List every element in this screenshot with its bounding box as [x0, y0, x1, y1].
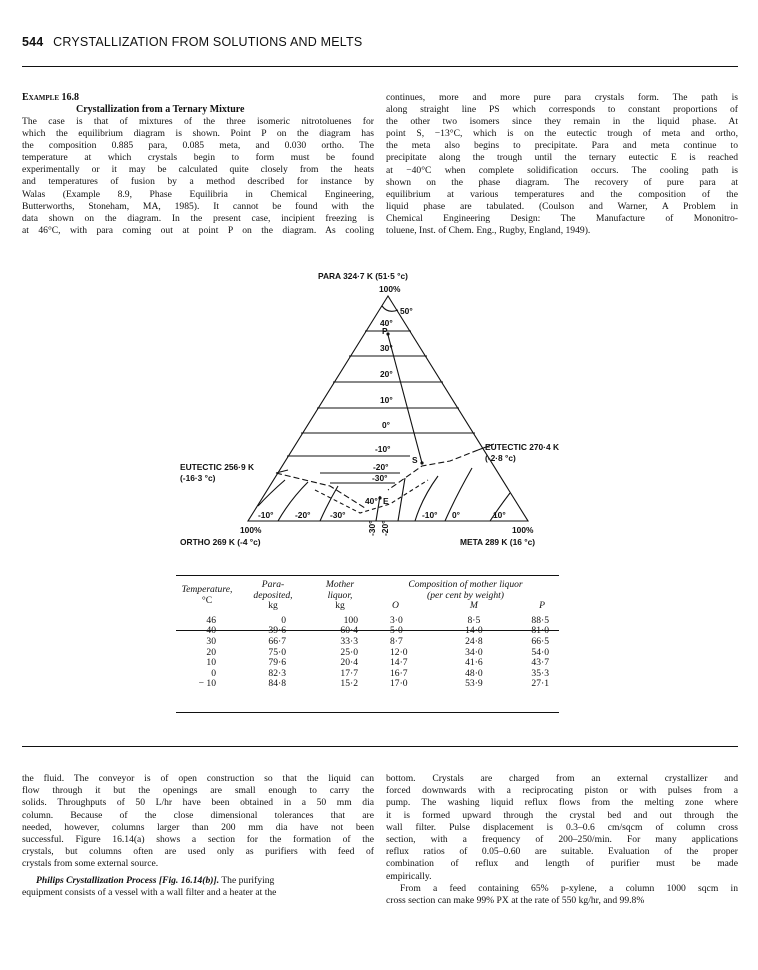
table-cell: 33·3: [340, 635, 358, 647]
philips-paragraph: [22, 875, 374, 899]
table-cell: 8·5: [467, 614, 481, 626]
table-row: [176, 626, 559, 637]
text-line: section, with a frequency of 200–250/min. For many applications: [386, 834, 738, 846]
text-line: bottom. Crystals are charged from an external crystallizer and: [386, 773, 738, 784]
table-cell: 54·0: [531, 646, 549, 658]
header-mother: [308, 580, 372, 612]
page-number: 544: [22, 35, 44, 49]
philips-line1: The purifying: [219, 874, 275, 886]
meta-corner-label: META 289 K (16 °c): [460, 537, 536, 547]
text-line: crystals, but columns often are used only as purifiers with feed of: [22, 846, 374, 858]
meta-side-vertical: [398, 478, 405, 521]
text-line: wall filter. Pulse displacement is 0.3–0.6 cm/sqcm of column cross: [386, 821, 738, 833]
cooling-path-ps: [388, 335, 422, 463]
ternary-phase-diagram: [160, 268, 600, 558]
text-line: precipitate along the trough until the ternary eutectic E is reached: [386, 152, 738, 164]
table-row: [176, 658, 559, 669]
header-p: P: [539, 600, 545, 612]
table-cell: 8·7: [390, 635, 403, 647]
corner-label-ortho-m10: -10°: [258, 510, 274, 520]
table-cell: 17·7: [340, 667, 358, 679]
vertical-mark-m30: -30°: [367, 520, 377, 536]
table-cell: 60·4: [340, 625, 358, 637]
header-o: O: [392, 600, 399, 612]
table-cell: 43·7: [531, 657, 549, 669]
text-line: data shown on the diagram. In the present case, incipient freezing is: [22, 212, 374, 224]
isotherm-label-0: 0°: [382, 420, 391, 430]
text-line: forced downwards with a reciprocating piston or with pulses from a: [386, 785, 738, 797]
header-rule: [22, 66, 738, 67]
ortho-corner-label: ORTHO 269 K (-4 °c): [180, 537, 261, 547]
text-line: at −40°C when complete solidification occurs. The cooling path is: [386, 164, 738, 176]
isotherm-label-20: 20°: [380, 369, 393, 379]
table-row: [176, 612, 559, 627]
text-line: equilibrium at various temperatures and the composition of the: [386, 188, 738, 200]
body-right-column: [386, 773, 738, 907]
point-p-label: P: [382, 326, 388, 336]
isotherm-label-40-inner: 40°: [365, 496, 378, 506]
section-rule: [22, 746, 738, 747]
left-eutectic-line1: EUTECTIC 256·9 K: [180, 462, 254, 472]
right-pct-label: 100%: [512, 525, 534, 535]
body-left-column: [22, 773, 374, 899]
table-row: [176, 637, 559, 648]
left-eutectic-leader: [276, 470, 288, 473]
right-eutectic-line1: EUTECTIC 270·4 K: [485, 442, 559, 452]
vertical-mark-m20: -20°: [380, 520, 390, 536]
example-right-text: [386, 92, 738, 237]
corner-label-meta-0: 0°: [452, 510, 461, 520]
example-left-column: [22, 92, 374, 237]
header-composition: Composition of mother liquor: [408, 579, 523, 590]
table-cell: 25·0: [340, 646, 358, 658]
header-mother-line2: liquor,: [327, 589, 353, 601]
text-line: column. Because of the close dimensional tolerances that are: [22, 809, 374, 821]
header-temperature-line1: Temperature,: [181, 584, 233, 596]
table-cell: 100: [343, 614, 358, 626]
header-para-line2: deposited,: [253, 589, 293, 601]
header-composition-sub: (per cent by weight): [427, 589, 504, 601]
philips-heading: Philips Crystallization Process [Fig. 16.14(b)].: [36, 874, 220, 886]
table-header-rule: [176, 630, 559, 631]
table-cell: 30: [206, 635, 216, 647]
text-line: shown on the phase diagram. The recovery of pure para at: [386, 176, 738, 188]
diagram-top-pct: 100%: [379, 284, 401, 294]
table-cell: 40: [206, 625, 216, 637]
table-cell: 35·3: [531, 667, 549, 679]
table-cell: 20: [206, 646, 216, 658]
table-cell: 0: [281, 614, 286, 626]
text-line: empirically.: [386, 870, 432, 882]
table-cell: 16·7: [390, 667, 408, 679]
text-line: temperature at which crystals begin to form must be found: [22, 152, 374, 164]
text-line: The case is that of mixtures of the three isomeric nitrotoluenes for: [22, 116, 374, 127]
table-cell: 14·7: [390, 657, 408, 669]
point-s-label: S: [412, 455, 418, 465]
isotherm-label-m20: -20°: [373, 462, 389, 472]
corner-label-meta-m10: -10°: [422, 510, 438, 520]
corner-label-meta-10: 10°: [493, 510, 506, 520]
example-left-text: [22, 116, 374, 237]
table-cell: 75·0: [268, 646, 286, 658]
table-cell: 48·0: [465, 667, 483, 679]
recovery-table: [176, 575, 559, 690]
text-line: the composition 0.885 para, 0.085 meta, and 0.030 ortho. The: [22, 140, 374, 152]
header-mother-line3: kg: [335, 600, 345, 612]
point-s-marker: [420, 461, 423, 464]
text-line: the meta also begins to precipitate. Para and meta continue to: [386, 140, 738, 152]
table-cell: 17·0: [390, 678, 408, 690]
table-cell: 84·8: [268, 678, 286, 690]
text-line: continues, more and more pure para crystals form. The path is: [386, 92, 738, 103]
text-line: and temperatures of fusion by a method described for instance by: [22, 176, 374, 188]
point-e-label: E: [383, 496, 389, 506]
point-e-marker: [378, 496, 381, 499]
table-cell: 10: [206, 657, 216, 669]
table-cell: 39·6: [268, 625, 286, 637]
text-line: Walas (Example 8.9, Phase Equilibria in Chemical Engineering,: [22, 188, 374, 200]
example-right-column: [386, 92, 738, 237]
example-title: Crystallization from a Ternary Mixture: [76, 104, 245, 115]
text-line: the fluid. The conveyor is of open construction so that the liquid can: [22, 773, 374, 784]
corner-label-ortho-m20: -20°: [295, 510, 311, 520]
header-m: M: [469, 600, 478, 612]
isotherm-label-50: 50°: [400, 306, 413, 316]
text-line: Butterworths, Stoneham, MA, 1985). It cannot be found with the: [22, 200, 374, 212]
table-cell: 41·6: [465, 657, 483, 669]
table-cell: 27·1: [531, 678, 549, 690]
table-cell: 82·3: [268, 667, 286, 679]
running-header: [22, 35, 362, 49]
text-line: needed, however, columns larger than 200 mm dia have not been: [22, 821, 374, 833]
header-para: [238, 580, 308, 612]
table-cell: 15·2: [340, 678, 358, 690]
table-cell: 53·9: [465, 678, 483, 690]
diagram-top-label: PARA 324·7 K (51·5 °c): [318, 271, 408, 281]
header-mother-line1: Mother: [325, 579, 355, 590]
corner-label-ortho-m30: -30°: [330, 510, 346, 520]
right-eutectic-line2: (-2·8 °c): [485, 453, 516, 463]
text-line: experimentally or it may be calculated quite closely from the heats: [22, 164, 374, 176]
body-right-text: [386, 773, 738, 907]
text-line: reflux ratios of 0.05–0.60 are suitable. Evaluation of the proper: [386, 846, 738, 858]
isotherm-label-30: 30°: [380, 343, 393, 353]
table-cell: 5·0: [390, 625, 403, 637]
header-temperature-line2: °C: [201, 594, 213, 606]
example-label: Example 16.8: [22, 92, 80, 103]
text-line: point S, −13°C, which is on the eutectic trough of meta and ortho,: [386, 128, 738, 140]
body-left-text: [22, 773, 374, 871]
text-line: along straight line PS which corresponds to constant proportions of: [386, 104, 738, 116]
text-line: cross section can make 99% PX at the rate of 550 kg/hr, and 99.8%: [386, 895, 645, 907]
table-row: [176, 648, 559, 659]
isotherm-label-m30: -30°: [372, 473, 388, 483]
table-cell: − 10: [198, 678, 216, 690]
text-line: Chemical Engineering Design: The Manufacture of Mononitro-: [386, 212, 738, 224]
table-cell: 3·0: [390, 614, 403, 626]
table-row: [176, 669, 559, 680]
text-line: at 46°C, with para coming out at point P on the diagram. As cooling: [22, 224, 374, 236]
text-line: pump. The washing liquid reflux flows from the melting zone where: [386, 797, 738, 809]
isotherm-label-10: 10°: [380, 395, 393, 405]
table-cell: 14·0: [465, 625, 483, 637]
table-bottom-rule: [176, 712, 559, 713]
table-cell: 20·4: [340, 657, 358, 669]
table-cell: 88·5: [531, 614, 549, 626]
table-cell: 0: [211, 667, 216, 679]
isotherm-label-40: 40°: [380, 318, 393, 328]
text-line: it is formed upward through the crystal bed and out through the: [386, 809, 738, 821]
isotherm-label-m10: -10°: [375, 444, 391, 454]
header-temperature: [176, 580, 238, 612]
text-line: flow through it but the openings are small enough to carry the: [22, 785, 374, 797]
text-line: From a feed containing 65% p-xylene, a column 1000 sqcm in: [400, 882, 738, 894]
philips-line2: equipment consists of a vessel with a wall filter and a heater at the: [22, 886, 277, 898]
header-para-line3: kg: [268, 600, 278, 612]
text-line: toluene, Inst. of Chem. Eng., Rugby, England, 1949).: [386, 225, 591, 237]
text-line: which the equilibrium diagram is shown. Point P on the diagram has: [22, 128, 374, 140]
table-top-rule: [176, 575, 559, 576]
table-cell: 24·8: [465, 635, 483, 647]
table-cell: 81·0: [531, 625, 549, 637]
text-line: crystals from some external source.: [22, 858, 159, 870]
text-line: combination of reflux and length of purifier must be made: [386, 858, 738, 870]
left-pct-label: 100%: [240, 525, 262, 535]
table-cell: 66·5: [531, 635, 549, 647]
table-cell: 79·6: [268, 657, 286, 669]
table-cell: 34·0: [465, 646, 483, 658]
text-line: liquid phase are tabulated. (Coulson and Warner, A Problem in: [386, 200, 738, 212]
table-cell: 46: [206, 614, 216, 626]
text-line: successful. Figure 16.14(a) shows a section for the formation of the: [22, 834, 374, 846]
left-eutectic-line2: (-16·3 °c): [180, 473, 216, 483]
table-row: [176, 679, 559, 690]
running-title: CRYSTALLIZATION FROM SOLUTIONS AND MELTS: [53, 35, 363, 49]
text-line: the other two isomers since they remain in the liquid phase. At: [386, 116, 738, 128]
table-cell: 66·7: [268, 635, 286, 647]
text-line: solids. Throughputs of 50 L/hr have been obtained in a 50 mm dia: [22, 797, 374, 809]
header-para-line1: Para-: [261, 579, 285, 590]
table-cell: 12·0: [390, 646, 408, 658]
